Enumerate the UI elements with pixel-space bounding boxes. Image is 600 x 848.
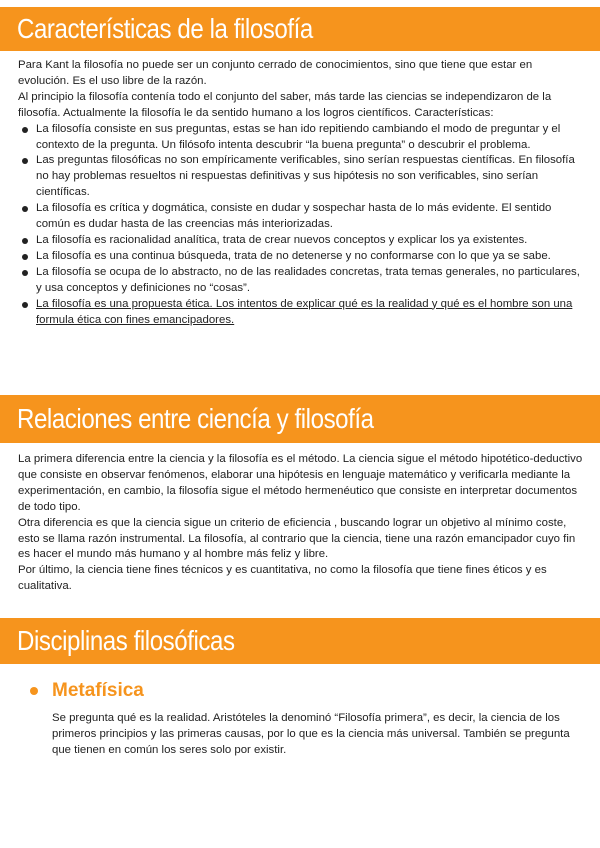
section-banner-disciplinas (0, 618, 600, 664)
section-relaciones-body (18, 452, 584, 595)
paragraph: Por último, la ciencia tiene fines técnicos y es cuantitativa, no como la filosofía que tiene fines éticos y es cualitativa. (18, 564, 547, 593)
paragraph: Otra diferencia es que la ciencia sigue un criterio de eficiencia , buscando lograr un objetivo al mínimo coste, esto se llama razón instrumental. La filosofía, al contrario que la ciencia, tiene una razón emancipador cuyo fin es hacer el mundo más humano y al hombre más feliz y libre. (18, 516, 576, 561)
bullet-icon (22, 238, 28, 244)
section-banner-caracteristicas (0, 7, 600, 51)
list-item: La filosofía consiste en sus preguntas, estas se han ido repitiendo cambiando el modo de preguntar y el contexto de la pregunta. Un filósofo intenta descubrir “la buena pregunta” o descubrir el problema. (18, 122, 584, 154)
bullet-icon (22, 270, 28, 276)
list-item: Las preguntas filosóficas no son empíricamente verificables, sino serían respuestas científicas. En filosofía no hay problemas resueltos ni respuestas definitivas y sus hipótesis no son verificables, sino serían científicas. (18, 153, 584, 201)
characteristics-list (18, 122, 584, 329)
bullet-icon (22, 127, 28, 133)
bullet-icon (22, 158, 28, 164)
paragraph: Para Kant la filosofía no puede ser un conjunto cerrado de conocimientos, sino que tiene que estar en evolución. Es el uso libre de la razón. (18, 59, 533, 87)
paragraph: La primera diferencia entre la ciencia y la filosofía es el método. La ciencia sigue el método hipotético-deductivo que consiste en observar fenómenos, elaborar una hipótesis en lenguaje matemático y verificarla mediante la experimentación, en cambio, la filosofía sigue el método hermenéutico que consiste en interpretar documentos de todo tipo. (18, 453, 583, 513)
list-item: La filosofía es una continua búsqueda, trata de no detenerse y no conformarse con lo que ya se sabe. (18, 249, 584, 265)
list-item: La filosofía es crítica y dogmática, consiste en dudar y sospechar hasta de lo más evidente. El sentido común es dudar hasta de las creencias más interiorizadas. (18, 201, 584, 233)
section-title: Disciplinas filosóficas (17, 625, 235, 656)
list-item-link[interactable]: La filosofía es una propuesta ética. Los intentos de explicar qué es la realidad y qué es el hombre son una formula ética con fines emancipadores. (18, 297, 584, 329)
section-caracteristicas-body (18, 58, 584, 328)
metafisica-description: Se pregunta qué es la realidad. Aristóteles la denominó “Filosofía primera”, es decir, la ciencia de los primeros principios y las primeras causas, por lo que es la ciencia más universal. También se pregunta que tienen en común los seres solo por existir. (52, 712, 570, 756)
list-item: La filosofía es racionalidad analítica, trata de crear nuevos conceptos y explicar los ya existentes. (18, 233, 584, 249)
bullet-icon (22, 206, 28, 212)
section-banner-relaciones (0, 395, 600, 443)
bullet-icon (22, 302, 28, 308)
bullet-icon (30, 687, 38, 695)
subheading-metafisica (30, 680, 144, 702)
paragraph: Al principio la filosofía contenía todo el conjunto del saber, más tarde las ciencias se independizaron de la filosofía. Actualmente la filosofía le da sentido humano a los logros científicos. Características: (18, 90, 552, 119)
list-item: La filosofía se ocupa de lo abstracto, no de las realidades concretas, trata temas generales, no particulares, y usa conceptos y definiciones no “cosas”. (18, 265, 584, 297)
section-title: Relaciones entre ciencía y filosofía (17, 403, 374, 434)
subheading-label: Metafísica (52, 680, 144, 701)
section-title: Características de la filosofía (17, 13, 313, 44)
bullet-icon (22, 254, 28, 260)
